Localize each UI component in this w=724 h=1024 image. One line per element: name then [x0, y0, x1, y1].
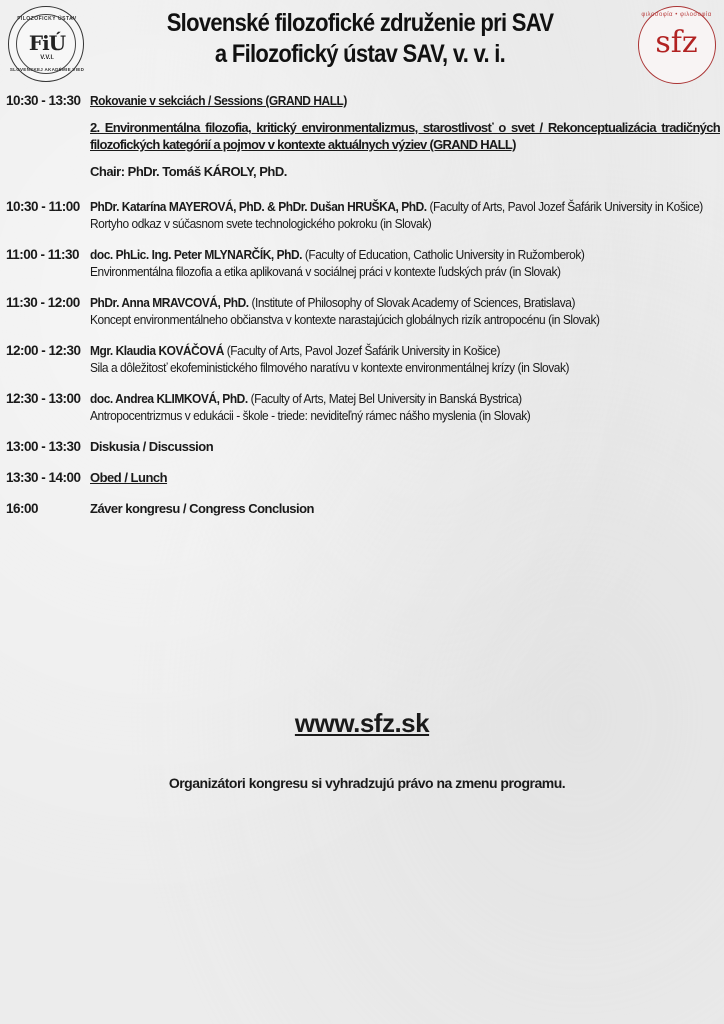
talk-row: [6, 246, 720, 280]
row-time: 10:30 - 13:30: [6, 93, 81, 108]
schedule-row-sessions: [6, 92, 720, 109]
logo-left-monogram: FiÚ: [28, 31, 66, 55]
talk-affiliation: (Faculty of Education, Catholic University in Ružomberok): [302, 247, 585, 262]
talk-affiliation: (Faculty of Arts, Pavol Jozef Šafárik University in Košice): [223, 343, 501, 358]
website-link[interactable]: www.sfz.sk: [294, 708, 430, 738]
talk-time: 11:00 - 11:30: [6, 247, 80, 262]
talk-title: Environmentálna filozofia a etika aplikovaná v sociálnej práci v kontexte ľudských práv (in Slovak): [90, 264, 561, 279]
talk-speaker: doc. Andrea KLIMKOVÁ, PhD.: [90, 391, 248, 406]
talk-time: 10:30 - 11:00: [6, 199, 80, 214]
talk-time: 12:30 - 13:00: [6, 391, 81, 406]
page-header: [0, 0, 724, 90]
talk-row: [6, 390, 720, 424]
sfz-logo-icon: [638, 6, 716, 84]
logo-right-monogram: sfz: [655, 25, 698, 60]
logo-left-top-text: FILOZOFICKÝ ÚSTAV: [17, 16, 77, 22]
lunch-time: 13:30 - 14:00: [6, 470, 81, 485]
talk-content: [90, 342, 720, 376]
discussion-title: Diskusia / Discussion: [90, 439, 214, 454]
conclusion-row: [6, 500, 720, 517]
talk-speaker-line: [90, 246, 670, 263]
disclaimer-note: Organizátori kongresu si vyhradzujú právo na zmenu programu.: [168, 775, 566, 791]
talk-content: [90, 246, 720, 280]
talk-affiliation: (Faculty of Arts, Pavol Jozef Šafárik University in Košice): [426, 199, 703, 214]
row-content: [90, 92, 720, 109]
talk-speaker-line: [90, 342, 670, 359]
talk-content: [90, 294, 720, 328]
talk-row: [6, 294, 720, 328]
talk-title: Sila a dôležitosť ekofeministického filmového naratívu v kontexte environmentálnej krízy (in Slovak): [90, 360, 570, 375]
talk-speaker: PhDr. Anna MRAVCOVÁ, PhD.: [90, 295, 249, 310]
conclusion-title: Záver kongresu / Congress Conclusion: [90, 501, 314, 516]
talk-speaker: Mgr. Klaudia KOVÁČOVÁ: [90, 343, 224, 358]
logo-left-vvi: V.V.I.: [40, 55, 54, 61]
talk-speaker-line: [90, 198, 703, 215]
talk-title: Rortyho odkaz v súčasnom svete technologického pokroku (in Slovak): [90, 216, 432, 231]
talk-speaker-line: [90, 390, 670, 407]
talk-row: [6, 342, 720, 376]
title-line-1: Slovenské filozofické združenie pri SAV: [166, 9, 554, 37]
section-title: 2. Environmentálna filozofia, kritický environmentalizmus, starostlivosť o svet / Rekonceptualizácia tradičných filozofických kategórií a pojmov v kontexte aktuálnych výziev (GRAND HALL): [90, 120, 720, 152]
talk-time: 12:00 - 12:30: [6, 343, 81, 358]
talk-speaker: PhDr. Katarína MAYEROVÁ, PhD. & PhDr. Dušan HRUŠKA, PhD.: [90, 199, 427, 214]
logo-left-bottom-text: SLOVENSKEJ AKADÉMIE VIED: [9, 67, 85, 72]
chair-row: [6, 163, 720, 180]
talk-speaker: doc. PhLic. Ing. Peter MLYNARČÍK, PhD.: [90, 247, 303, 262]
logo-right-ring-text: φιλοσοφία • φιλοσοφία: [641, 12, 712, 18]
conclusion-time: 16:00: [6, 501, 39, 516]
talk-row: [6, 198, 720, 232]
talk-content: [90, 390, 720, 424]
fiu-logo-icon: [8, 6, 84, 82]
talk-title: Koncept environmentálneho občianstva v kontexte narastajúcich globálnych rizík antropocénu (in Slovak): [90, 312, 600, 327]
chair-text: Chair: PhDr. Tomáš KÁROLY, PhD.: [90, 164, 287, 179]
lunch-row: [6, 469, 720, 486]
talk-title: Antropocentrizmus v edukácii - škole - triede: neviditeľný rámec nášho myslenia (in Slovak): [90, 408, 531, 423]
sessions-title: Rokovanie v sekciách / Sessions (GRAND HALL): [90, 93, 347, 108]
discussion-row: [6, 438, 720, 455]
lunch-title: Obed / Lunch: [90, 470, 168, 485]
title-line-2: a Filozofický ústav SAV, v. v. i.: [214, 40, 506, 68]
talk-affiliation: (Institute of Philosophy of Slovak Academy of Sciences, Bratislava): [248, 295, 575, 310]
section-heading-row: [6, 119, 720, 153]
page-title: [140, 8, 580, 70]
talk-affiliation: (Faculty of Arts, Matej Bel University in Banská Bystrica): [247, 391, 522, 406]
talk-speaker-line: [90, 294, 670, 311]
discussion-time: 13:00 - 13:30: [6, 439, 81, 454]
talk-time: 11:30 - 12:00: [6, 295, 80, 310]
schedule: [6, 92, 720, 531]
talk-content: [90, 198, 720, 232]
